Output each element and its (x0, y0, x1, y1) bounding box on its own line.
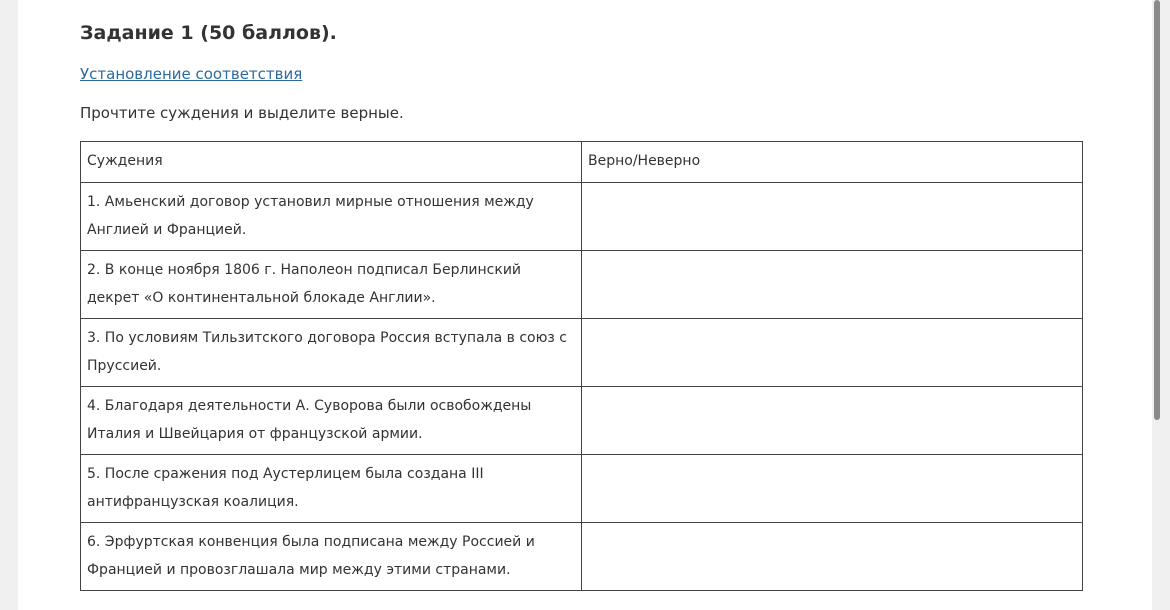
answer-cell[interactable] (582, 387, 1083, 455)
task-type-link[interactable]: Установление соответствия (80, 65, 303, 83)
answer-cell[interactable] (582, 183, 1083, 251)
table-row (81, 455, 1083, 523)
statement-cell: 4. Благодаря деятельности А. Суворова были освобождены Италия и Швейцария от французской армии. (81, 387, 582, 455)
statement-cell: 1. Амьенский договор установил мирные отношения между Англией и Францией. (81, 183, 582, 251)
task-page (18, 0, 1152, 610)
answer-cell[interactable] (582, 455, 1083, 523)
statement-cell: 5. После сражения под Аустерлицем была создана III антифранцузская коалиция. (81, 455, 582, 523)
scrollbar-thumb[interactable] (1154, 0, 1160, 420)
table-row (81, 319, 1083, 387)
table-row (81, 523, 1083, 591)
answer-cell[interactable] (582, 523, 1083, 591)
statement-cell: 6. Эрфуртская конвенция была подписана между Россией и Францией и провозглашала мир между этими странами. (81, 523, 582, 591)
table-row (81, 183, 1083, 251)
task-instruction: Прочтите суждения и выделите верные. (80, 104, 404, 122)
answer-cell[interactable] (582, 251, 1083, 319)
statements-table (80, 141, 1083, 591)
task-title: Задание 1 (50 баллов). (80, 22, 337, 44)
statement-cell: 2. В конце ноября 1806 г. Наполеон подписал Берлинский декрет «О континентальной блокаде Англии». (81, 251, 582, 319)
header-statements: Суждения (81, 142, 582, 183)
answer-cell[interactable] (582, 319, 1083, 387)
header-true-false: Верно/Неверно (582, 142, 1083, 183)
table-row (81, 251, 1083, 319)
statement-cell: 3. По условиям Тильзитского договора Россия вступала в союз с Пруссией. (81, 319, 582, 387)
table-header-row (81, 142, 1083, 183)
table-row (81, 387, 1083, 455)
